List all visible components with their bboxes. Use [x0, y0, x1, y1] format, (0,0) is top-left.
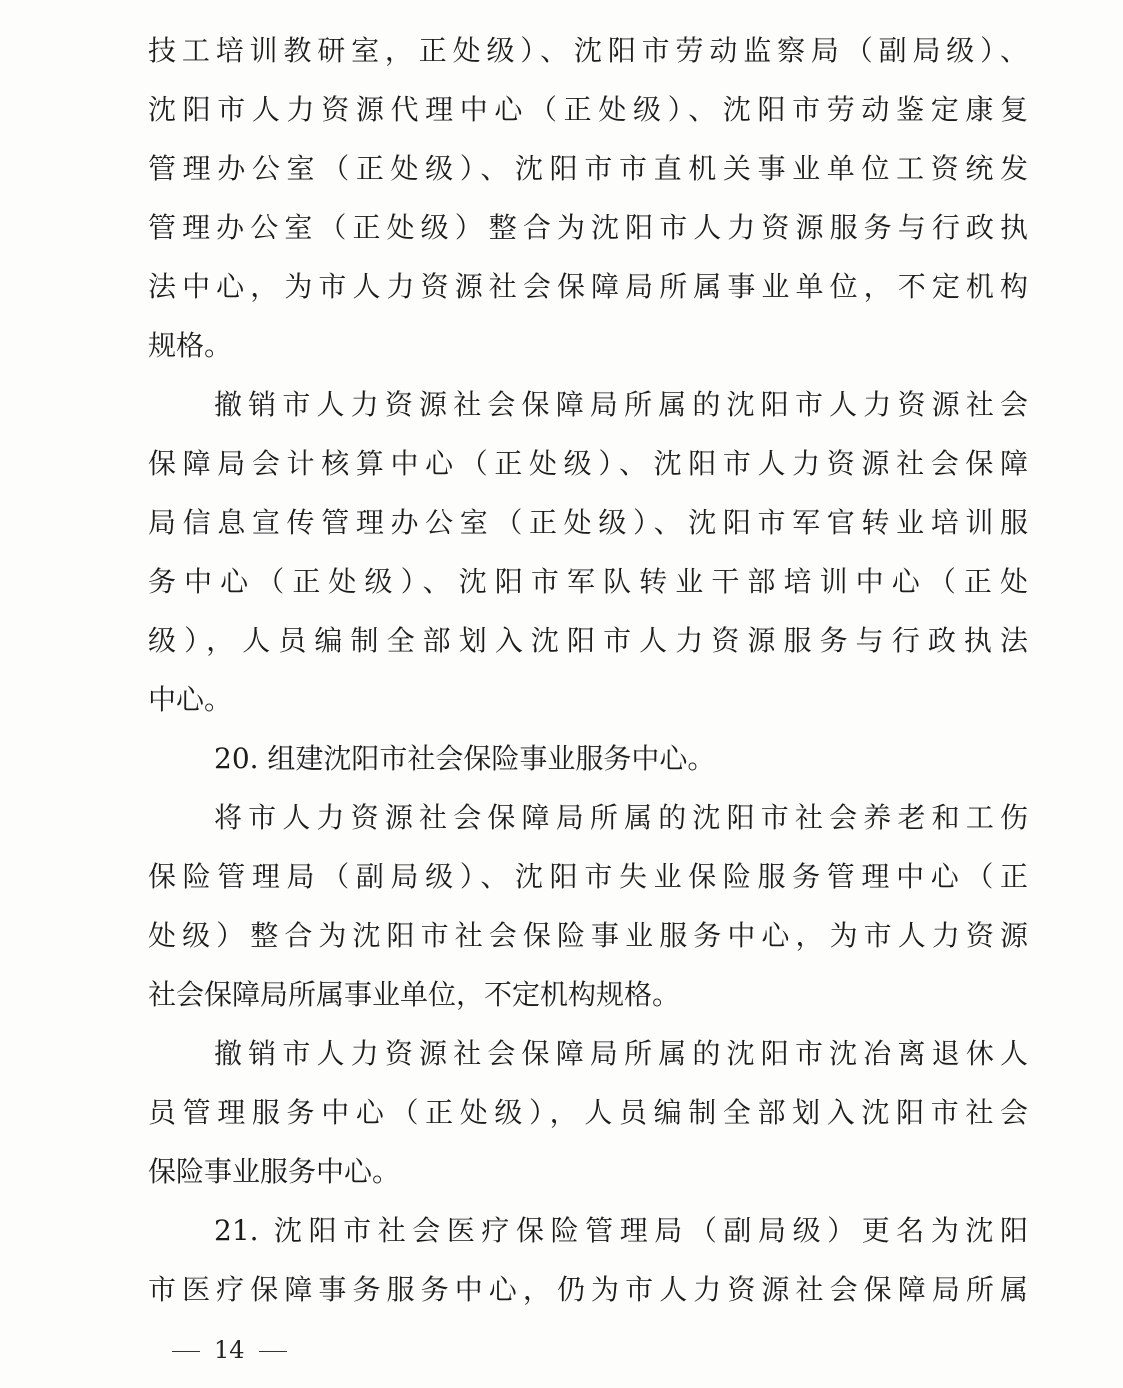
text-line: 中心。 [148, 683, 233, 716]
text-line: 员管理服务中心（正处级），人员编制全部划入沈阳市社会 [148, 1096, 1028, 1129]
text-line: 沈阳市人力资源代理中心（正处级）、沈阳市劳动鉴定康复 [148, 93, 1028, 126]
text-line: 保险管理局（副局级）、沈阳市失业保险服务管理中心（正 [148, 860, 1028, 893]
text-line: 级），人员编制全部划入沈阳市人力资源服务与行政执法 [148, 624, 1028, 657]
paragraph-first-line: 撤销市人力资源社会保障局所属的沈阳市人力资源社会 [214, 388, 1028, 421]
text-line: 局信息宣传管理办公室（正处级）、沈阳市军官转业培训服 [148, 506, 1028, 539]
text-line: 市医疗保障事务服务中心，仍为市人力资源社会保障局所属 [148, 1273, 1028, 1306]
text-line: 社会保障局所属事业单位，不定机构规格。 [148, 978, 681, 1011]
text-line: 技工培训教研室，正处级）、沈阳市劳动监察局（副局级）、 [148, 34, 1028, 67]
dash-right [259, 1351, 287, 1352]
text-line: 保障局会计核算中心（正处级）、沈阳市人力资源社会保障 [148, 447, 1028, 480]
text-line: 处级）整合为沈阳市社会保险事业服务中心，为市人力资源 [148, 919, 1028, 952]
page-number: 14 [214, 1336, 245, 1364]
text-line: 法中心，为市人力资源社会保障局所属事业单位，不定机构 [148, 270, 1028, 303]
text-line: 务中心（正处级）、沈阳市军队转业干部培训中心（正处 [148, 565, 1028, 598]
text-line: 管理办公室（正处级）整合为沈阳市人力资源服务与行政执 [148, 211, 1028, 244]
section-heading-21: 21. 沈阳市社会医疗保险管理局（副局级）更名为沈阳 [214, 1214, 1028, 1247]
text-line: 管理办公室（正处级）、沈阳市市直机关事业单位工资统发 [148, 152, 1028, 185]
text-line: 规格。 [148, 329, 233, 362]
page-footer [158, 1332, 301, 1368]
text-line: 保险事业服务中心。 [148, 1155, 401, 1188]
paragraph-first-line: 撤销市人力资源社会保障局所属的沈阳市沈冶离退休人 [214, 1037, 1028, 1070]
paragraph-first-line: 将市人力资源社会保障局所属的沈阳市社会养老和工伤 [214, 801, 1028, 834]
section-heading-20: 20. 组建沈阳市社会保险事业服务中心。 [214, 742, 716, 775]
dash-left [172, 1351, 200, 1352]
